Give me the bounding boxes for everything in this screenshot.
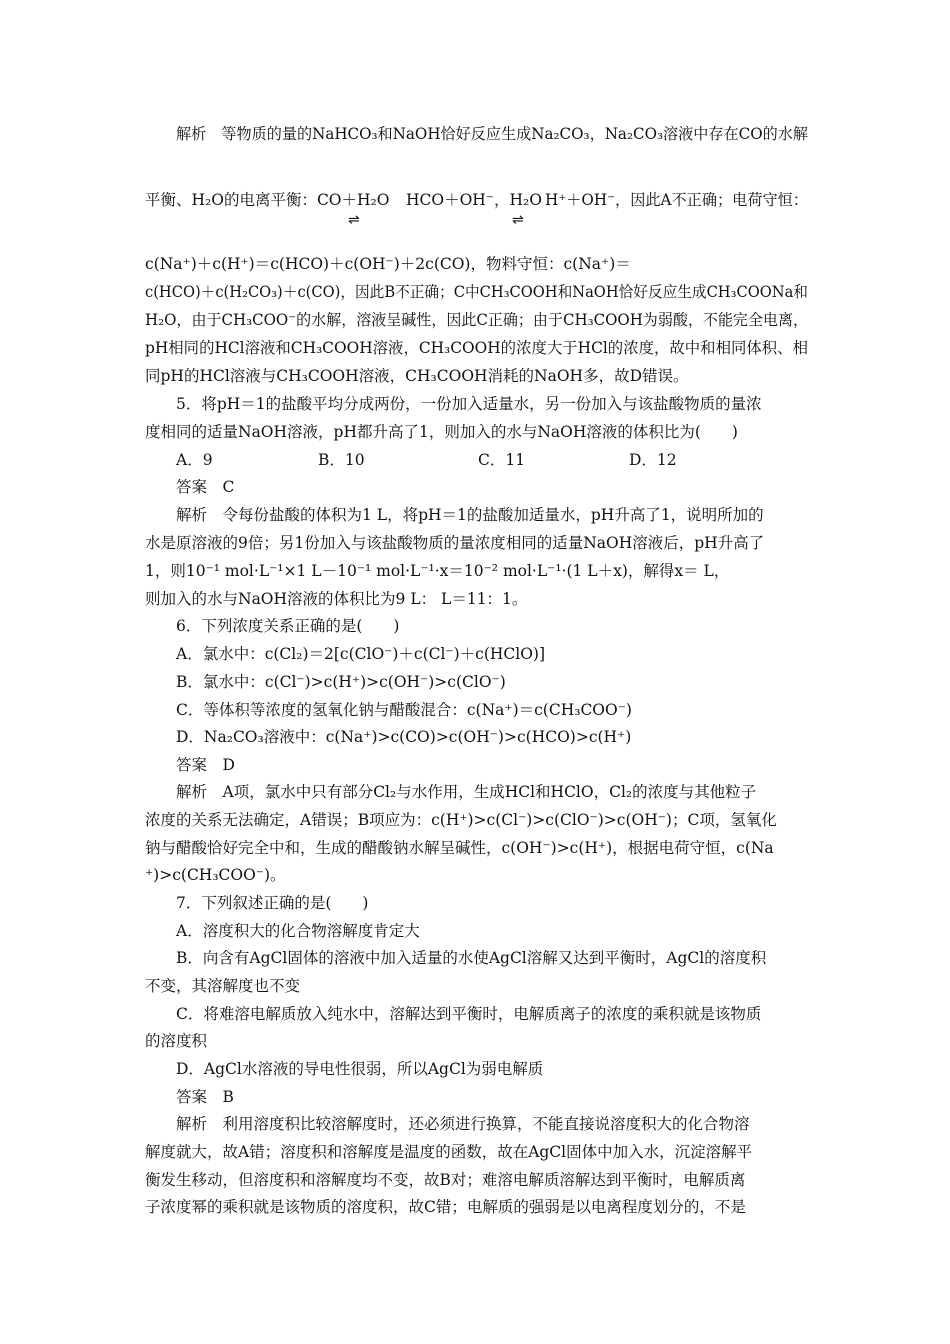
question-6-answer: 答案 D xyxy=(176,756,235,774)
question-6-option-a: A．氯水中：c(Cl₂)＝2[c(ClO⁻)＋c(Cl⁻)＋c(HClO)] xyxy=(176,645,546,663)
question-5-option-c: C．11 xyxy=(478,451,526,469)
question-5-option-a: A．9 xyxy=(176,451,213,469)
question-6-stem: 6．下列浓度关系正确的是( ) xyxy=(176,617,400,635)
explanation-6-line-1: 解析 A项，氯水中只有部分Cl₂与水作用，生成HCl和HClO，Cl₂的浓度与其他粒子 xyxy=(176,783,757,801)
question-7-option-c-line-1: C．将难溶电解质放入纯水中，溶解达到平衡时，电解质离子的浓度的乘积就是该物质 xyxy=(176,1005,762,1023)
question-7-answer: 答案 B xyxy=(176,1088,234,1106)
explanation-6-line-3: 钠与醋酸恰好完全中和，生成的醋酸钠水解呈碱性，c(OH⁻)>c(H⁺)，根据电荷守恒，c(Na xyxy=(145,839,774,857)
question-5-option-d: D．12 xyxy=(629,451,677,469)
explanation-4-line-7: 同pH的HCl溶液与CH₃COOH溶液，CH₃COOH消耗的NaOH多，故D错误。 xyxy=(145,367,689,385)
explanation-4-line-2b: HCO＋OH⁻，H₂O xyxy=(406,191,542,209)
explanation-4-line-2c: H⁺＋OH⁻，因此A不正确；电荷守恒： xyxy=(545,191,809,209)
explanation-4-line-3: c(Na⁺)＋c(H⁺)＝c(HCO)＋c(OH⁻)＋2c(CO)，物料守恒：c(Na⁺)＝ xyxy=(145,255,631,273)
explanation-7-line-2: 解度就大，故A错；溶度积和溶解度是温度的函数，故在AgCl固体中加入水，沉淀溶解平 xyxy=(145,1143,753,1161)
explanation-6-line-4: ⁺)>c(CH₃COO⁻)。 xyxy=(145,866,286,884)
explanation-5-line-1: 解析 令每份盐酸的体积为1 L，将pH＝1的盐酸加适量水，pH升高了1，说明所加的 xyxy=(176,506,764,524)
question-5-option-b: B．10 xyxy=(318,451,365,469)
question-6-option-b: B．氯水中：c(Cl⁻)>c(H⁺)>c(OH⁻)>c(ClO⁻) xyxy=(176,673,506,691)
explanation-4-line-1: 解析 等物质的量的NaHCO₃和NaOH恰好反应生成Na₂CO₃，Na₂CO₃溶液中存在CO的水解 xyxy=(176,125,808,143)
question-7-option-d: D．AgCl水溶液的导电性很弱，所以AgCl为弱电解质 xyxy=(176,1060,544,1078)
explanation-7-line-3: 衡发生移动，但溶度积和溶解度均不变，故B对；难溶电解质溶解达到平衡时，电解质离 xyxy=(145,1171,746,1189)
explanation-7-line-1: 解析 利用溶度积比较溶解度时，还必须进行换算，不能直接说溶度积大的化合物溶 xyxy=(176,1115,750,1133)
explanation-5-line-3: 1，则10⁻¹ mol·L⁻¹×1 L－10⁻¹ mol·L⁻¹·x＝10⁻² mol·L⁻¹·(1 L＋x)，解得x＝ L， xyxy=(145,562,730,580)
explanation-6-line-2: 浓度的关系无法确定，A错误；B项应为：c(H⁺)>c(Cl⁻)>c(ClO⁻)>c(OH⁻)；C项，氢氧化 xyxy=(145,811,777,829)
equilibrium-arrow-icon: ⇌ xyxy=(348,212,360,228)
question-6-option-d: D．Na₂CO₃溶液中：c(Na⁺)>c(CO)>c(OH⁻)>c(HCO)>c(H⁺) xyxy=(176,728,632,746)
question-7-option-a: A．溶度积大的化合物溶解度肯定大 xyxy=(176,922,420,940)
question-7-stem: 7．下列叙述正确的是( ) xyxy=(176,894,369,912)
question-5-line-2: 度相同的适量NaOH溶液，pH都升高了1，则加入的水与NaOH溶液的体积比为( ) xyxy=(145,423,738,441)
explanation-4-line-5: H₂O，由于CH₃COO⁻的水解，溶液呈碱性，因此C正确；由于CH₃COOH为弱酸，不能完全电离， xyxy=(145,311,809,329)
explanation-4-line-6: pH相同的HCl溶液和CH₃COOH溶液，CH₃COOH的浓度大于HCl的浓度，故中和相同体积、相 xyxy=(145,339,808,357)
equilibrium-arrow-icon: ⇌ xyxy=(512,212,524,228)
question-7-option-c-line-2: 的溶度积 xyxy=(145,1032,208,1050)
question-7-option-b-line-1: B．向含有AgCl固体的溶液中加入适量的水使AgCl溶解又达到平衡时，AgCl的溶度积 xyxy=(176,949,767,967)
explanation-7-line-4: 子浓度幂的乘积就是该物质的溶度积，故C错；电解质的强弱是以电离程度划分的，不是 xyxy=(145,1198,746,1216)
explanation-4-line-2a: 平衡、H₂O的电离平衡：CO＋H₂O xyxy=(145,191,390,209)
question-6-option-c: C．等体积等浓度的氢氧化钠与醋酸混合：c(Na⁺)＝c(CH₃COO⁻) xyxy=(176,701,632,719)
explanation-5-line-2: 水是原溶液的9倍；另1份加入与该盐酸物质的量浓度相同的适量NaOH溶液后，pH升高了 xyxy=(145,534,765,552)
question-5-answer: 答案 C xyxy=(176,478,235,496)
explanation-5-line-4: 则加入的水与NaOH溶液的体积比为9 L： L＝11：1。 xyxy=(145,590,528,608)
explanation-4-line-4: c(HCO)＋c(H₂CO₃)＋c(CO)，因此B不正确；C中CH₃COOH和NaOH恰好反应生成CH₃COONa和 xyxy=(145,283,808,301)
question-5-line-1: 5．将pH＝1的盐酸平均分成两份，一份加入适量水，另一份加入与该盐酸物质的量浓 xyxy=(176,395,762,413)
question-7-option-b-line-2: 不变，其溶解度也不变 xyxy=(145,977,301,995)
